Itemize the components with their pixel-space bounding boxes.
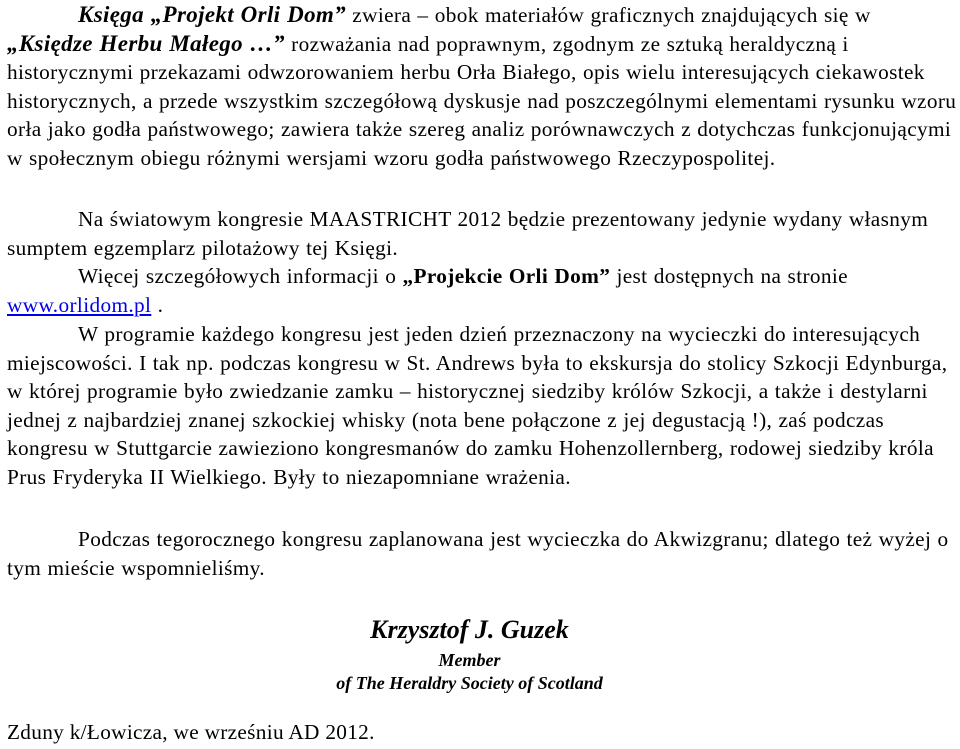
signature-name: Krzysztof J. Guzek xyxy=(370,615,569,644)
paragraph-text: . xyxy=(151,292,164,317)
project-name: „Projekcie Orli Dom” xyxy=(402,264,611,288)
website-link[interactable]: www.orlidom.pl xyxy=(7,292,152,317)
book-reference: „Księdze Herbu Małego …” xyxy=(7,30,285,56)
signature-organization: of The Heraldry Society of Scotland xyxy=(336,673,603,693)
paragraph-more-info xyxy=(7,262,960,319)
paragraph-text: Więcej szczegółowych informacji o xyxy=(78,264,403,288)
place-and-date: Zduny k/Łowicza, we wrześniu AD 2012. xyxy=(7,720,375,744)
paragraph-book-description xyxy=(7,1,957,173)
paragraph-text: Podczas tegorocznego kongresu zaplanowana jest wycieczka do Akwizgranu; dlatego też wyżej o tym mieście wspomnieliśmy. xyxy=(7,527,949,580)
paragraph-text: Na światowym kongresie MAASTRICHT 2012 będzie prezentowany jedynie wydany własnym sumptem egzemplarz pilotażowy tej Księgi. xyxy=(7,207,929,260)
paragraph-congress-maastricht xyxy=(7,205,957,262)
paragraph-text: zwiera – obok materiałów graficznych znajdujących się w xyxy=(346,3,871,27)
paragraph-text: jest dostępnych na stronie xyxy=(610,264,848,288)
paragraph-text: W programie każdego kongresu jest jeden dzień przeznaczony na wycieczki do interesujących miejscowości. I tak np. podczas kongresu w St. Andrews była to ekskursja do stolicy Szkocji Edynburga, w której programie było zwiedzanie zamku – historycznej siedziby królów Szkocji, a także i destylarni jednej z najbardziej znanej szkockiej whisky (nota bene połączone z jej degustacją !), zaś podczas kongresu w Stuttgarcie zawieziono kongresmanów do zamku Hohenzollernberg, rodowej siedziby króla Prus Fryderyka II Wielkiego. Były to niezapomniane wrażenia. xyxy=(7,322,948,489)
paragraph-excursions xyxy=(7,320,957,492)
book-title: Księga „Projekt Orli Dom” xyxy=(78,2,347,27)
paragraph-text: rozważania nad poprawnym, zgodnym ze sztuką heraldyczną i historycznymi przekazami odwzorowaniem herbu Orła Białego, opis wielu interesujących ciekawostek historycznych, a przede wszystkim szczegółową dyskusje nad poszczególnymi elementami rysunku wzoru orła jako godła państwowego; zawiera także szereg analiz porównawczych z dotychczas funkcjonującymi w społecznym obiegu różnymi wersjami wzoru godła państwowego Rzeczypospolitej. xyxy=(7,31,957,170)
paragraph-aachen-trip xyxy=(7,525,957,582)
signature-role: Member xyxy=(438,650,501,670)
